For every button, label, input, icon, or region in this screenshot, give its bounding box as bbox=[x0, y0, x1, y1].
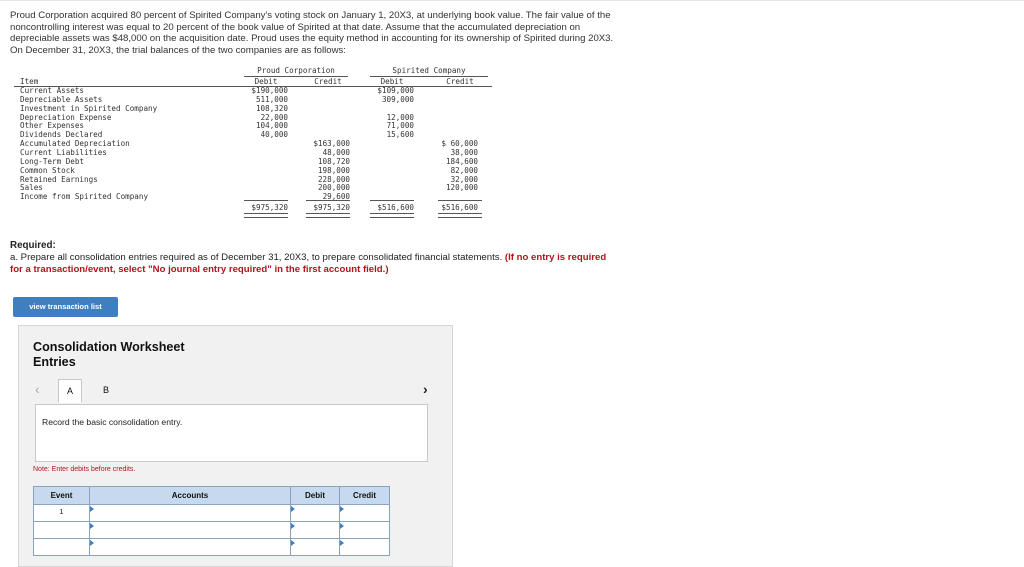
accounts-column-header: Accounts bbox=[90, 487, 291, 505]
journal-row bbox=[34, 522, 390, 539]
spirited-credit-header: Credit bbox=[446, 77, 474, 86]
tb-item-label: Retained Earnings bbox=[20, 174, 98, 184]
cell-marker-icon bbox=[340, 540, 344, 546]
spirited-debit-header: Debit bbox=[380, 77, 404, 86]
tab-a[interactable]: A bbox=[58, 379, 82, 403]
tb-spirited-credit-value: 38,000 bbox=[450, 147, 478, 157]
tb-proud-debit-value: 511,000 bbox=[255, 94, 288, 104]
proud-credit-total-rule bbox=[306, 213, 350, 218]
credit-input[interactable] bbox=[340, 522, 390, 539]
instruction-box bbox=[35, 404, 428, 462]
accounts-input[interactable] bbox=[90, 522, 291, 539]
tb-spirited-debit-value: $109,000 bbox=[377, 86, 414, 95]
tb-proud-credit-value: 108,720 bbox=[317, 156, 350, 166]
cell-marker-icon bbox=[291, 506, 295, 512]
event-number: 1 bbox=[59, 507, 64, 516]
worksheet-title: Consolidation Worksheet Entries bbox=[33, 340, 185, 369]
proud-header: Proud Corporation bbox=[257, 66, 335, 75]
credit-input[interactable] bbox=[340, 505, 390, 522]
tb-item-label: Other Expenses bbox=[20, 121, 85, 131]
tb-spirited-credit-value: 32,000 bbox=[450, 174, 478, 184]
credit-column-header: Credit bbox=[340, 487, 390, 505]
tb-proud-credit-value: 198,000 bbox=[317, 165, 350, 175]
instruction-text: Record the basic consolidation entry. bbox=[42, 417, 183, 427]
problem-intro: Proud Corporation acquired 80 percent of Spirited Company's voting stock on January 1, 20X3, at underlying book value. The fair value of the noncontrolling interest was equal to 20 percent of the book value of Spirited at that date. Assume that the accumulated depreciation on depreciable assets was $48,000 on the acquisition date. Proud uses the equity method in accounting for its ownership of Spirited during 20X3. On December 31, 20X3, the trial balances of the two companies are as follows: bbox=[10, 10, 614, 56]
required-title: Required: bbox=[10, 240, 56, 251]
proud-debit-header: Debit bbox=[254, 77, 278, 86]
spirited-credit-subtotal-rule bbox=[438, 200, 482, 201]
proud-debit-total-rule bbox=[244, 213, 288, 218]
journal-row bbox=[34, 505, 390, 522]
chevron-right-icon[interactable]: › bbox=[423, 381, 428, 397]
tb-item-label: Investment in Spirited Company bbox=[20, 103, 158, 113]
tb-proud-credit-value: 48,000 bbox=[322, 147, 350, 157]
tb-item-label: Accumulated Depreciation bbox=[20, 139, 130, 149]
tab-b[interactable]: B bbox=[102, 385, 109, 395]
tb-item-label: Current Assets bbox=[20, 86, 85, 95]
spirited-debit-subtotal-rule bbox=[370, 200, 414, 201]
trial-balance-table bbox=[0, 0, 500, 230]
item-header: Item bbox=[20, 77, 39, 86]
tb-item-label: Income from Spirited Company bbox=[20, 192, 149, 202]
tb-item-label: Depreciable Assets bbox=[20, 94, 103, 104]
proud-credit-total: $975,320 bbox=[313, 203, 350, 212]
tb-proud-credit-value: $163,000 bbox=[313, 139, 350, 149]
accounts-input[interactable] bbox=[90, 505, 291, 522]
tb-spirited-credit-value: 184,600 bbox=[445, 156, 478, 166]
journal-entry-table bbox=[33, 486, 390, 556]
tb-item-label: Current Liabilities bbox=[20, 147, 107, 157]
tb-spirited-credit-value: 120,000 bbox=[445, 183, 478, 193]
tb-item-label: Long-Term Debt bbox=[20, 156, 85, 166]
cell-marker-icon bbox=[90, 523, 94, 529]
tb-spirited-debit-value: 12,000 bbox=[386, 112, 414, 122]
debit-column-header: Debit bbox=[291, 487, 340, 505]
tb-proud-credit-value: 228,000 bbox=[317, 174, 350, 184]
tb-item-label: Sales bbox=[20, 183, 43, 193]
event-cell bbox=[34, 505, 90, 522]
tb-spirited-debit-value: 309,000 bbox=[381, 94, 414, 104]
tb-spirited-credit-value: $ 60,000 bbox=[441, 139, 478, 149]
cell-marker-icon bbox=[291, 540, 295, 546]
tb-item-label: Common Stock bbox=[20, 165, 75, 175]
tb-proud-debit-value: 108,320 bbox=[255, 103, 288, 113]
required-text bbox=[10, 252, 620, 276]
chevron-left-icon[interactable]: ‹ bbox=[35, 381, 40, 397]
cell-marker-icon bbox=[340, 506, 344, 512]
proud-debit-total: $975,320 bbox=[251, 203, 288, 212]
entry-note: Note: Enter debits before credits. bbox=[33, 466, 136, 473]
debit-input[interactable] bbox=[291, 522, 340, 539]
spirited-debit-total: $516,600 bbox=[377, 203, 414, 212]
tb-proud-debit-value: $190,000 bbox=[251, 86, 288, 95]
tb-item-label: Dividends Declared bbox=[20, 130, 103, 140]
tb-proud-credit-value: 200,000 bbox=[317, 183, 350, 193]
required-instruction: a. Prepare all consolidation entries required as of December 31, 20X3, to prepare consolidated financial statements. bbox=[10, 252, 503, 263]
tb-spirited-debit-value: 15,600 bbox=[386, 130, 414, 140]
tb-proud-credit-value: 29,600 bbox=[322, 192, 350, 202]
tb-spirited-credit-value: 82,000 bbox=[450, 165, 478, 175]
required-red-note: (If no entry is required for a transaction/event, select "No journal entry required" in the first account field.) bbox=[10, 252, 607, 275]
view-transaction-list-button[interactable]: view transaction list bbox=[13, 297, 118, 317]
tb-spirited-debit-value: 71,000 bbox=[386, 121, 414, 131]
proud-credit-header: Credit bbox=[314, 77, 342, 86]
cell-marker-icon bbox=[90, 506, 94, 512]
spirited-credit-total: $516,600 bbox=[441, 203, 478, 212]
event-cell bbox=[34, 522, 90, 539]
consolidation-worksheet-panel bbox=[18, 325, 453, 567]
spirited-credit-total-rule bbox=[438, 213, 482, 218]
tb-proud-debit-value: 104,000 bbox=[255, 121, 288, 131]
cell-marker-icon bbox=[90, 540, 94, 546]
spirited-header: Spirited Company bbox=[392, 66, 466, 75]
debit-input[interactable] bbox=[291, 505, 340, 522]
proud-credit-subtotal-rule bbox=[306, 200, 350, 201]
proud-debit-subtotal-rule bbox=[244, 200, 288, 201]
cell-marker-icon bbox=[340, 523, 344, 529]
event-column-header: Event bbox=[34, 487, 90, 505]
tb-item-label: Depreciation Expense bbox=[20, 112, 112, 122]
cell-marker-icon bbox=[291, 523, 295, 529]
tb-proud-debit-value: 40,000 bbox=[260, 130, 288, 140]
tb-proud-debit-value: 22,000 bbox=[260, 112, 288, 122]
spirited-debit-total-rule bbox=[370, 213, 414, 218]
